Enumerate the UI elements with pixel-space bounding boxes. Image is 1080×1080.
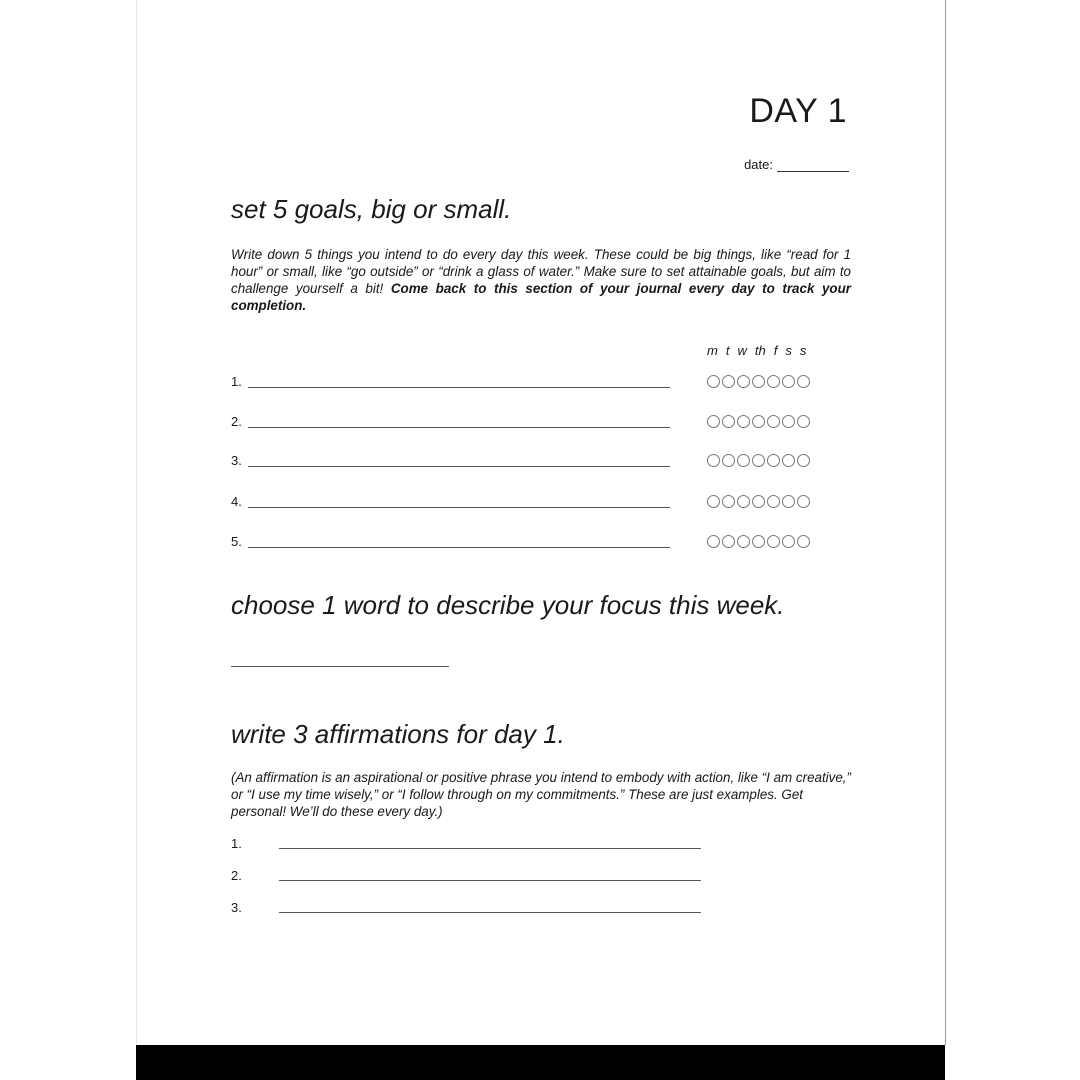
- date-label: date:: [744, 157, 773, 172]
- weekday-header: [707, 343, 814, 358]
- completion-checkbox[interactable]: [797, 415, 810, 428]
- affirmation-number: 3.: [231, 900, 242, 915]
- completion-checkbox[interactable]: [752, 375, 765, 388]
- completion-checkbox[interactable]: [752, 495, 765, 508]
- completion-checkbox[interactable]: [707, 495, 720, 508]
- bottom-bar: [136, 1045, 945, 1080]
- goals-instructions-bold: Come back to this section of your journal every day to track your completion.: [231, 281, 851, 313]
- goal-row: [231, 414, 841, 438]
- completion-checkbox[interactable]: [797, 495, 810, 508]
- affirmation-blank-line[interactable]: [279, 912, 701, 913]
- goal-blank-line[interactable]: [248, 507, 670, 508]
- affirmations-heading: write 3 affirmations for day 1.: [231, 719, 565, 749]
- completion-checkbox[interactable]: [782, 495, 795, 508]
- completion-checkbox[interactable]: [782, 454, 795, 467]
- completion-checkbox[interactable]: [737, 495, 750, 508]
- completion-checkbox[interactable]: [707, 454, 720, 467]
- completion-checkbox[interactable]: [767, 415, 780, 428]
- completion-tracker: [707, 415, 810, 428]
- completion-checkbox[interactable]: [797, 535, 810, 548]
- goal-blank-line[interactable]: [248, 387, 670, 388]
- completion-checkbox[interactable]: [767, 454, 780, 467]
- focus-heading: choose 1 word to describe your focus this week.: [231, 590, 785, 620]
- page-title: DAY 1: [749, 92, 847, 130]
- goal-number: 2.: [231, 414, 242, 429]
- goals-instructions: [231, 246, 851, 314]
- completion-checkbox[interactable]: [707, 375, 720, 388]
- completion-checkbox[interactable]: [782, 535, 795, 548]
- goal-number: 4.: [231, 494, 242, 509]
- affirmations-instructions: (An affirmation is an aspirational or positive phrase you intend to embody with action, like “I am creative,” or “I use my time wisely,” or “I follow through on my commitments.” These are just examples. Get personal! We’ll do these every day.): [231, 770, 851, 819]
- completion-checkbox[interactable]: [782, 375, 795, 388]
- completion-checkbox[interactable]: [797, 375, 810, 388]
- weekday-label: s: [799, 343, 807, 358]
- weekday-label: t: [725, 343, 730, 358]
- completion-checkbox[interactable]: [737, 535, 750, 548]
- completion-checkbox[interactable]: [722, 495, 735, 508]
- completion-tracker: [707, 495, 810, 508]
- affirmation-blank-line[interactable]: [279, 880, 701, 881]
- affirmation-number: 2.: [231, 868, 242, 883]
- affirmation-number: 1.: [231, 836, 242, 851]
- completion-tracker: [707, 454, 810, 467]
- journal-page: [136, 0, 946, 1045]
- completion-checkbox[interactable]: [767, 495, 780, 508]
- completion-checkbox[interactable]: [767, 535, 780, 548]
- date-blank-line[interactable]: [777, 159, 849, 172]
- weekday-label: w: [737, 343, 747, 358]
- completion-checkbox[interactable]: [752, 415, 765, 428]
- weekday-label: m: [707, 343, 718, 358]
- completion-checkbox[interactable]: [707, 415, 720, 428]
- goal-number: 1.: [231, 374, 242, 389]
- completion-tracker: [707, 375, 810, 388]
- goal-number: 3.: [231, 453, 242, 468]
- goal-row: [231, 494, 841, 518]
- affirmation-row: [231, 868, 711, 890]
- affirmation-blank-line[interactable]: [279, 848, 701, 849]
- completion-checkbox[interactable]: [767, 375, 780, 388]
- completion-checkbox[interactable]: [752, 535, 765, 548]
- completion-checkbox[interactable]: [737, 415, 750, 428]
- goal-number: 5.: [231, 534, 242, 549]
- completion-checkbox[interactable]: [737, 454, 750, 467]
- date-field[interactable]: [744, 157, 849, 172]
- completion-checkbox[interactable]: [782, 415, 795, 428]
- affirmation-row: [231, 836, 711, 858]
- goal-blank-line[interactable]: [248, 547, 670, 548]
- goal-row: [231, 534, 841, 558]
- goals-instructions-text: Write down 5 things you intend to do every day this week. These could be big things, like “read for 1 hour” or small, like “go outside” or “drink a glass of water.” Make sure to set attainable goals, but aim to challenge yourself a bit!: [231, 247, 851, 296]
- completion-checkbox[interactable]: [722, 415, 735, 428]
- affirmation-row: [231, 900, 711, 922]
- completion-checkbox[interactable]: [752, 454, 765, 467]
- completion-checkbox[interactable]: [722, 375, 735, 388]
- goals-heading: set 5 goals, big or small.: [231, 194, 512, 224]
- goal-blank-line[interactable]: [248, 466, 670, 467]
- weekday-label: f: [773, 343, 778, 358]
- focus-word-line[interactable]: [231, 666, 449, 667]
- completion-checkbox[interactable]: [797, 454, 810, 467]
- weekday-label: s: [785, 343, 792, 358]
- completion-checkbox[interactable]: [737, 375, 750, 388]
- goal-row: [231, 374, 841, 398]
- completion-tracker: [707, 535, 810, 548]
- completion-checkbox[interactable]: [722, 454, 735, 467]
- goal-blank-line[interactable]: [248, 427, 670, 428]
- goal-row: [231, 453, 841, 477]
- completion-checkbox[interactable]: [707, 535, 720, 548]
- completion-checkbox[interactable]: [722, 535, 735, 548]
- weekday-label: th: [754, 343, 766, 358]
